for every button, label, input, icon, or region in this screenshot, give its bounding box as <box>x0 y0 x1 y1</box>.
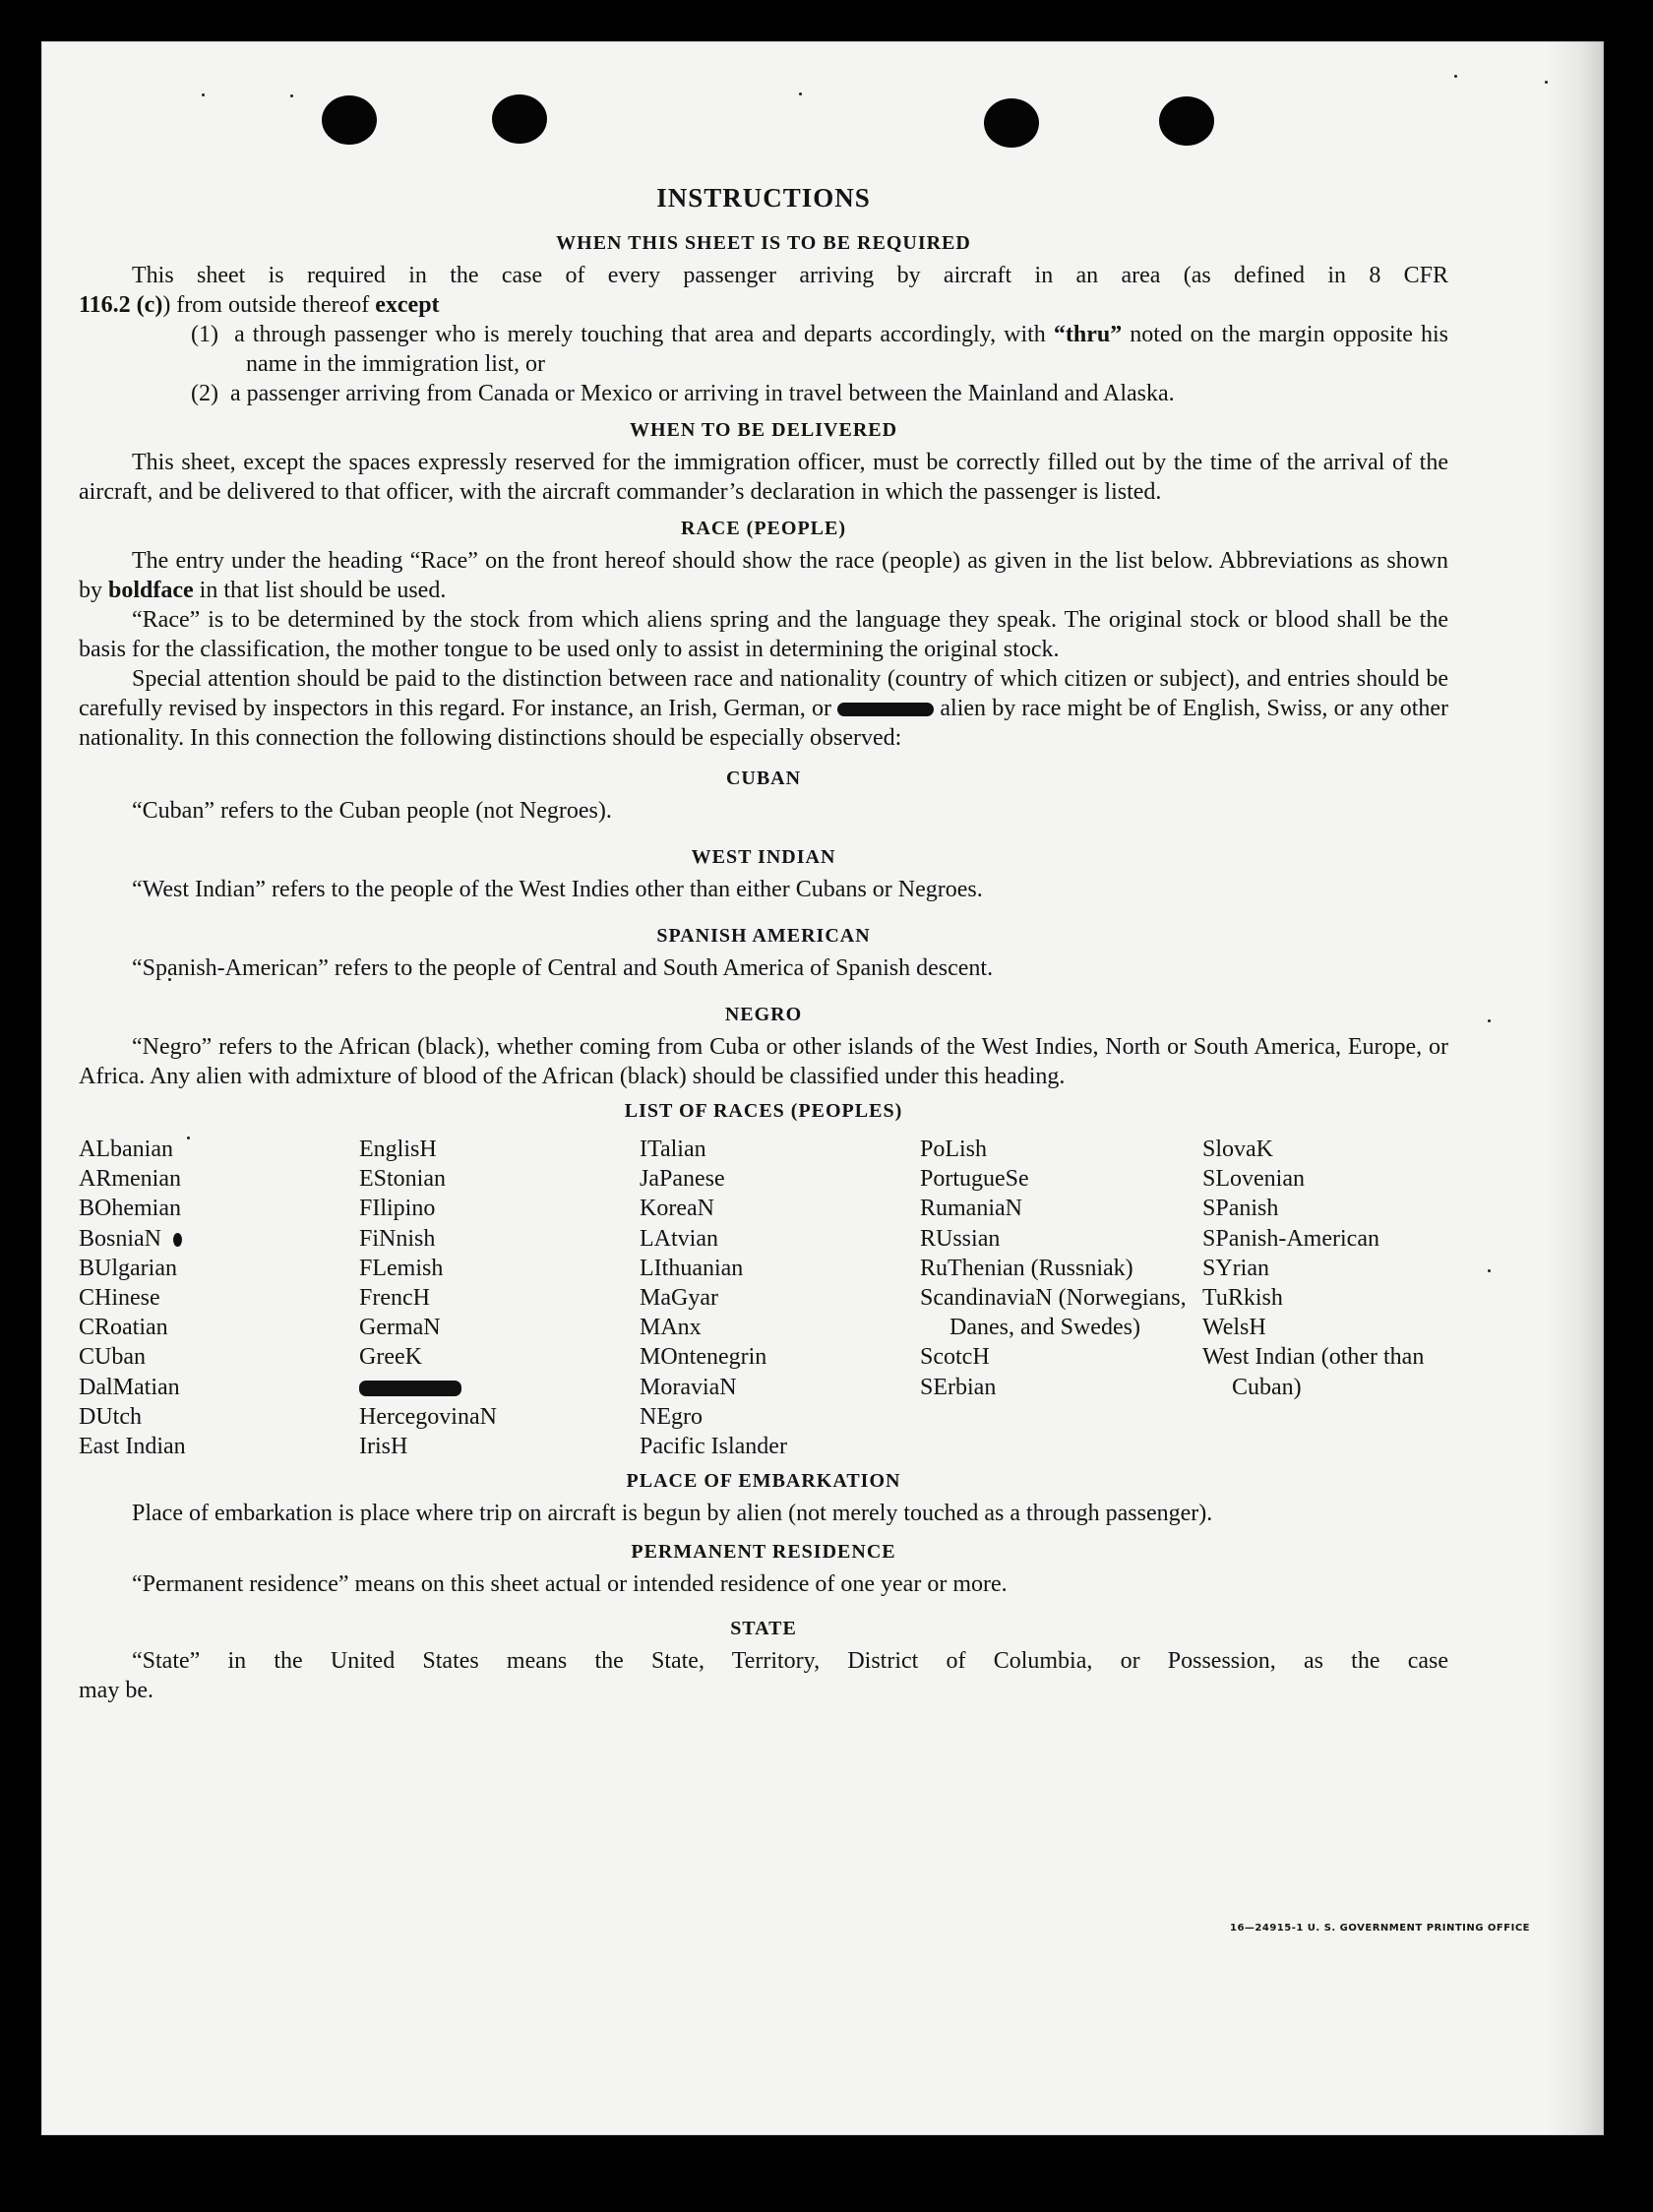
race-entry: SPanish <box>1202 1196 1279 1222</box>
race-entry: DUtch <box>79 1403 142 1430</box>
race-entry: SlovaK <box>1202 1137 1273 1162</box>
race-entry: FrencH <box>359 1285 430 1312</box>
race-entry: BosniaN <box>79 1225 161 1252</box>
punch-hole <box>1159 96 1214 146</box>
race-entry: ScotcH <box>920 1344 990 1371</box>
race-paragraph-3 <box>79 664 1448 753</box>
race-entry: GreeK <box>359 1344 422 1371</box>
race-entry: TuRkish <box>1202 1285 1283 1312</box>
section-heading-west-indian: WEST INDIAN <box>691 846 836 868</box>
races-column-2 <box>359 1135 640 1461</box>
item-number: (2) <box>191 381 218 406</box>
race-entry: LAtvian <box>640 1225 718 1252</box>
state-text-line-2: may be. <box>79 1678 153 1704</box>
ink-blot <box>173 1233 182 1247</box>
race-text: The entry under the heading “Race” on the front hereof should show the race (people) as given in the list below. Abbreviations as shown by <box>79 548 1448 603</box>
race-entry: MoraviaN <box>640 1374 737 1400</box>
permanent-residence-text: “Permanent residence” means on this sheet actual or intended residence of one year or more. <box>132 1571 1008 1598</box>
race-entry: WelsH <box>1202 1315 1266 1341</box>
scan-edge-shadow <box>1545 41 1604 2135</box>
races-column-4 <box>920 1135 1202 1461</box>
punch-hole <box>492 94 547 144</box>
punch-hole <box>984 98 1039 148</box>
section-heading-embarkation: PLACE OF EMBARKATION <box>626 1470 901 1493</box>
race-text: in that list should be used. <box>199 578 447 603</box>
race-entry: CUban <box>79 1344 146 1371</box>
redacted-word <box>359 1381 461 1396</box>
section-heading-spanish-american: SPANISH AMERICAN <box>656 925 871 947</box>
section-heading-negro: NEGRO <box>724 1004 803 1025</box>
when-delivered-text: This sheet, except the spaces expressly reserved for the immigration officer, must be correctly filled out by the time of the arrival of the aircraft, and be delivered to that officer, with the aircraft commander’s declaration in which the passenger is listed. <box>79 450 1448 505</box>
race-entry: RUssian <box>920 1225 1001 1252</box>
scan-speck <box>1488 1019 1491 1022</box>
race-entry: PoLish <box>920 1137 988 1162</box>
races-column-1 <box>79 1135 359 1461</box>
boldface-word: boldface <box>108 578 194 603</box>
race-entry: ARmenian <box>79 1166 181 1193</box>
scan-speck <box>1454 75 1457 78</box>
scan-speck <box>799 92 802 95</box>
instructions-content <box>79 183 1448 1705</box>
section-heading-state: STATE <box>730 1618 797 1640</box>
punch-hole <box>322 95 377 145</box>
race-entry: MaGyar <box>640 1285 718 1312</box>
race-paragraph-1 <box>79 546 1448 605</box>
race-entry: LIthuanian <box>640 1255 744 1281</box>
race-entry: HercegovinaN <box>359 1403 497 1430</box>
race-entry: SYrian <box>1202 1255 1269 1281</box>
race-entry: Pacific Islander <box>640 1434 787 1460</box>
race-entry: FiNnish <box>359 1225 436 1252</box>
race-entry: ScandinaviaN (Norwegians, Danes, and Swedes) <box>920 1285 1187 1341</box>
race-entry: SPanish-American <box>1202 1225 1379 1252</box>
race-entry: ALbanian <box>79 1137 173 1162</box>
race-entry: FLemish <box>359 1255 444 1281</box>
race-entry: CHinese <box>79 1285 160 1312</box>
when-required-intro-line-1: This sheet is required in the case of every passenger arriving by aircraft in an area (as defined in 8 CFR <box>132 263 1448 288</box>
race-entry: GermaN <box>359 1315 441 1341</box>
race-entry: EnglisH <box>359 1137 437 1162</box>
item-text: noted on the margin opposite his name in the immigration list, or <box>246 322 1448 377</box>
race-entry-redacted <box>359 1373 640 1402</box>
race-entry: MOntenegrin <box>640 1344 767 1371</box>
race-entry: East Indian <box>79 1434 186 1460</box>
scan-speck <box>202 93 205 96</box>
exception-item-1 <box>191 320 1448 379</box>
race-entry-row <box>79 1224 359 1254</box>
race-entry: BUlgarian <box>79 1255 177 1281</box>
spanish-american-text: “Spanish-American” refers to the people of Central and South America of Spanish descent. <box>132 955 994 981</box>
west-indian-text: “West Indian” refers to the people of the West Indies other than either Cubans or Negroes. <box>132 877 983 902</box>
race-entry: RumaniaN <box>920 1196 1022 1222</box>
cfr-reference: 116.2 (c) <box>79 292 163 318</box>
race-entry: West Indian (other than Cuban) <box>1202 1344 1425 1400</box>
race-entry: SErbian <box>920 1374 997 1400</box>
scan-speck <box>1488 1269 1491 1272</box>
negro-text: “Negro” refers to the African (black), whether coming from Cuba or other islands of the West Indies, North or South America, Europe, or Africa. Any alien with admixture of blood of the African (black) should be classified under this heading. <box>79 1034 1448 1089</box>
state-text-line-1: “State” in the United States means the State, Territory, District of Columbia, or Possession, as the case <box>132 1648 1448 1675</box>
page-title: INSTRUCTIONS <box>656 183 871 213</box>
race-text: Special attention should be paid to the distinction between race and nationality (country of which citizen or subject), and entries should be carefully revised by inspectors in this regard. For instance, an Irish, German, or <box>79 666 1448 721</box>
races-column-3 <box>640 1135 920 1461</box>
races-column-5 <box>1202 1135 1448 1461</box>
race-entry: BOhemian <box>79 1196 181 1222</box>
race-entry: EStonian <box>359 1166 446 1193</box>
thru-keyword: “thru” <box>1053 322 1123 347</box>
race-entry: MAnx <box>640 1315 702 1341</box>
race-paragraph-2: “Race” is to be determined by the stock from which aliens spring and the language they speak. The original stock or blood shall be the basis for the classification, the mother tongue to be used only to assist in determining the original stock. <box>79 607 1448 662</box>
scan-speck <box>1545 81 1548 84</box>
item-number: (1) <box>191 322 218 347</box>
race-entry: SLovenian <box>1202 1166 1305 1193</box>
intro-text: ) from outside thereof <box>162 292 370 318</box>
race-entry: JaPanese <box>640 1166 725 1193</box>
item-text: a passenger arriving from Canada or Mexico or arriving in travel between the Mainland and Alaska. <box>229 381 1175 406</box>
section-heading-when-required: WHEN THIS SHEET IS TO BE REQUIRED <box>556 232 971 254</box>
races-list <box>79 1135 1448 1461</box>
scan-speck <box>290 94 293 97</box>
except-keyword: except <box>375 292 440 318</box>
race-entry: DalMatian <box>79 1374 180 1400</box>
race-entry: PortugueSe <box>920 1166 1029 1193</box>
section-heading-cuban: CUBAN <box>725 768 802 789</box>
exception-item-2 <box>191 379 1448 408</box>
printing-office-code: 16—24915-1 U. S. GOVERNMENT PRINTING OFFICE <box>1230 1923 1530 1934</box>
race-entry: NEgro <box>640 1403 703 1430</box>
race-text: alien by race might be of English, Swiss, or any other nationality. In this connection the following distinctions should be especially observed: <box>79 696 1449 751</box>
race-entry: ITalian <box>640 1137 706 1162</box>
section-heading-race: RACE (PEOPLE) <box>681 518 846 539</box>
section-heading-list-of-races: LIST OF RACES (PEOPLES) <box>624 1100 903 1122</box>
redacted-word <box>837 703 934 716</box>
race-entry: CRoatian <box>79 1315 168 1341</box>
embarkation-text: Place of embarkation is place where trip on aircraft is begun by alien (not merely touched as a through passenger). <box>132 1501 1213 1527</box>
race-entry: KoreaN <box>640 1196 714 1222</box>
race-entry: FIlipino <box>359 1196 436 1222</box>
race-entry: RuThenian (Russniak) <box>920 1255 1133 1281</box>
when-required-intro-line-2 <box>79 290 1448 320</box>
race-entry: IrisH <box>359 1434 408 1460</box>
section-heading-permanent-residence: PERMANENT RESIDENCE <box>631 1541 896 1564</box>
section-heading-when-delivered: WHEN TO BE DELIVERED <box>629 419 898 441</box>
cuban-text: “Cuban” refers to the Cuban people (not Negroes). <box>132 798 612 824</box>
item-text: a through passenger who is merely touching that area and departs accordingly, with <box>234 322 1046 347</box>
